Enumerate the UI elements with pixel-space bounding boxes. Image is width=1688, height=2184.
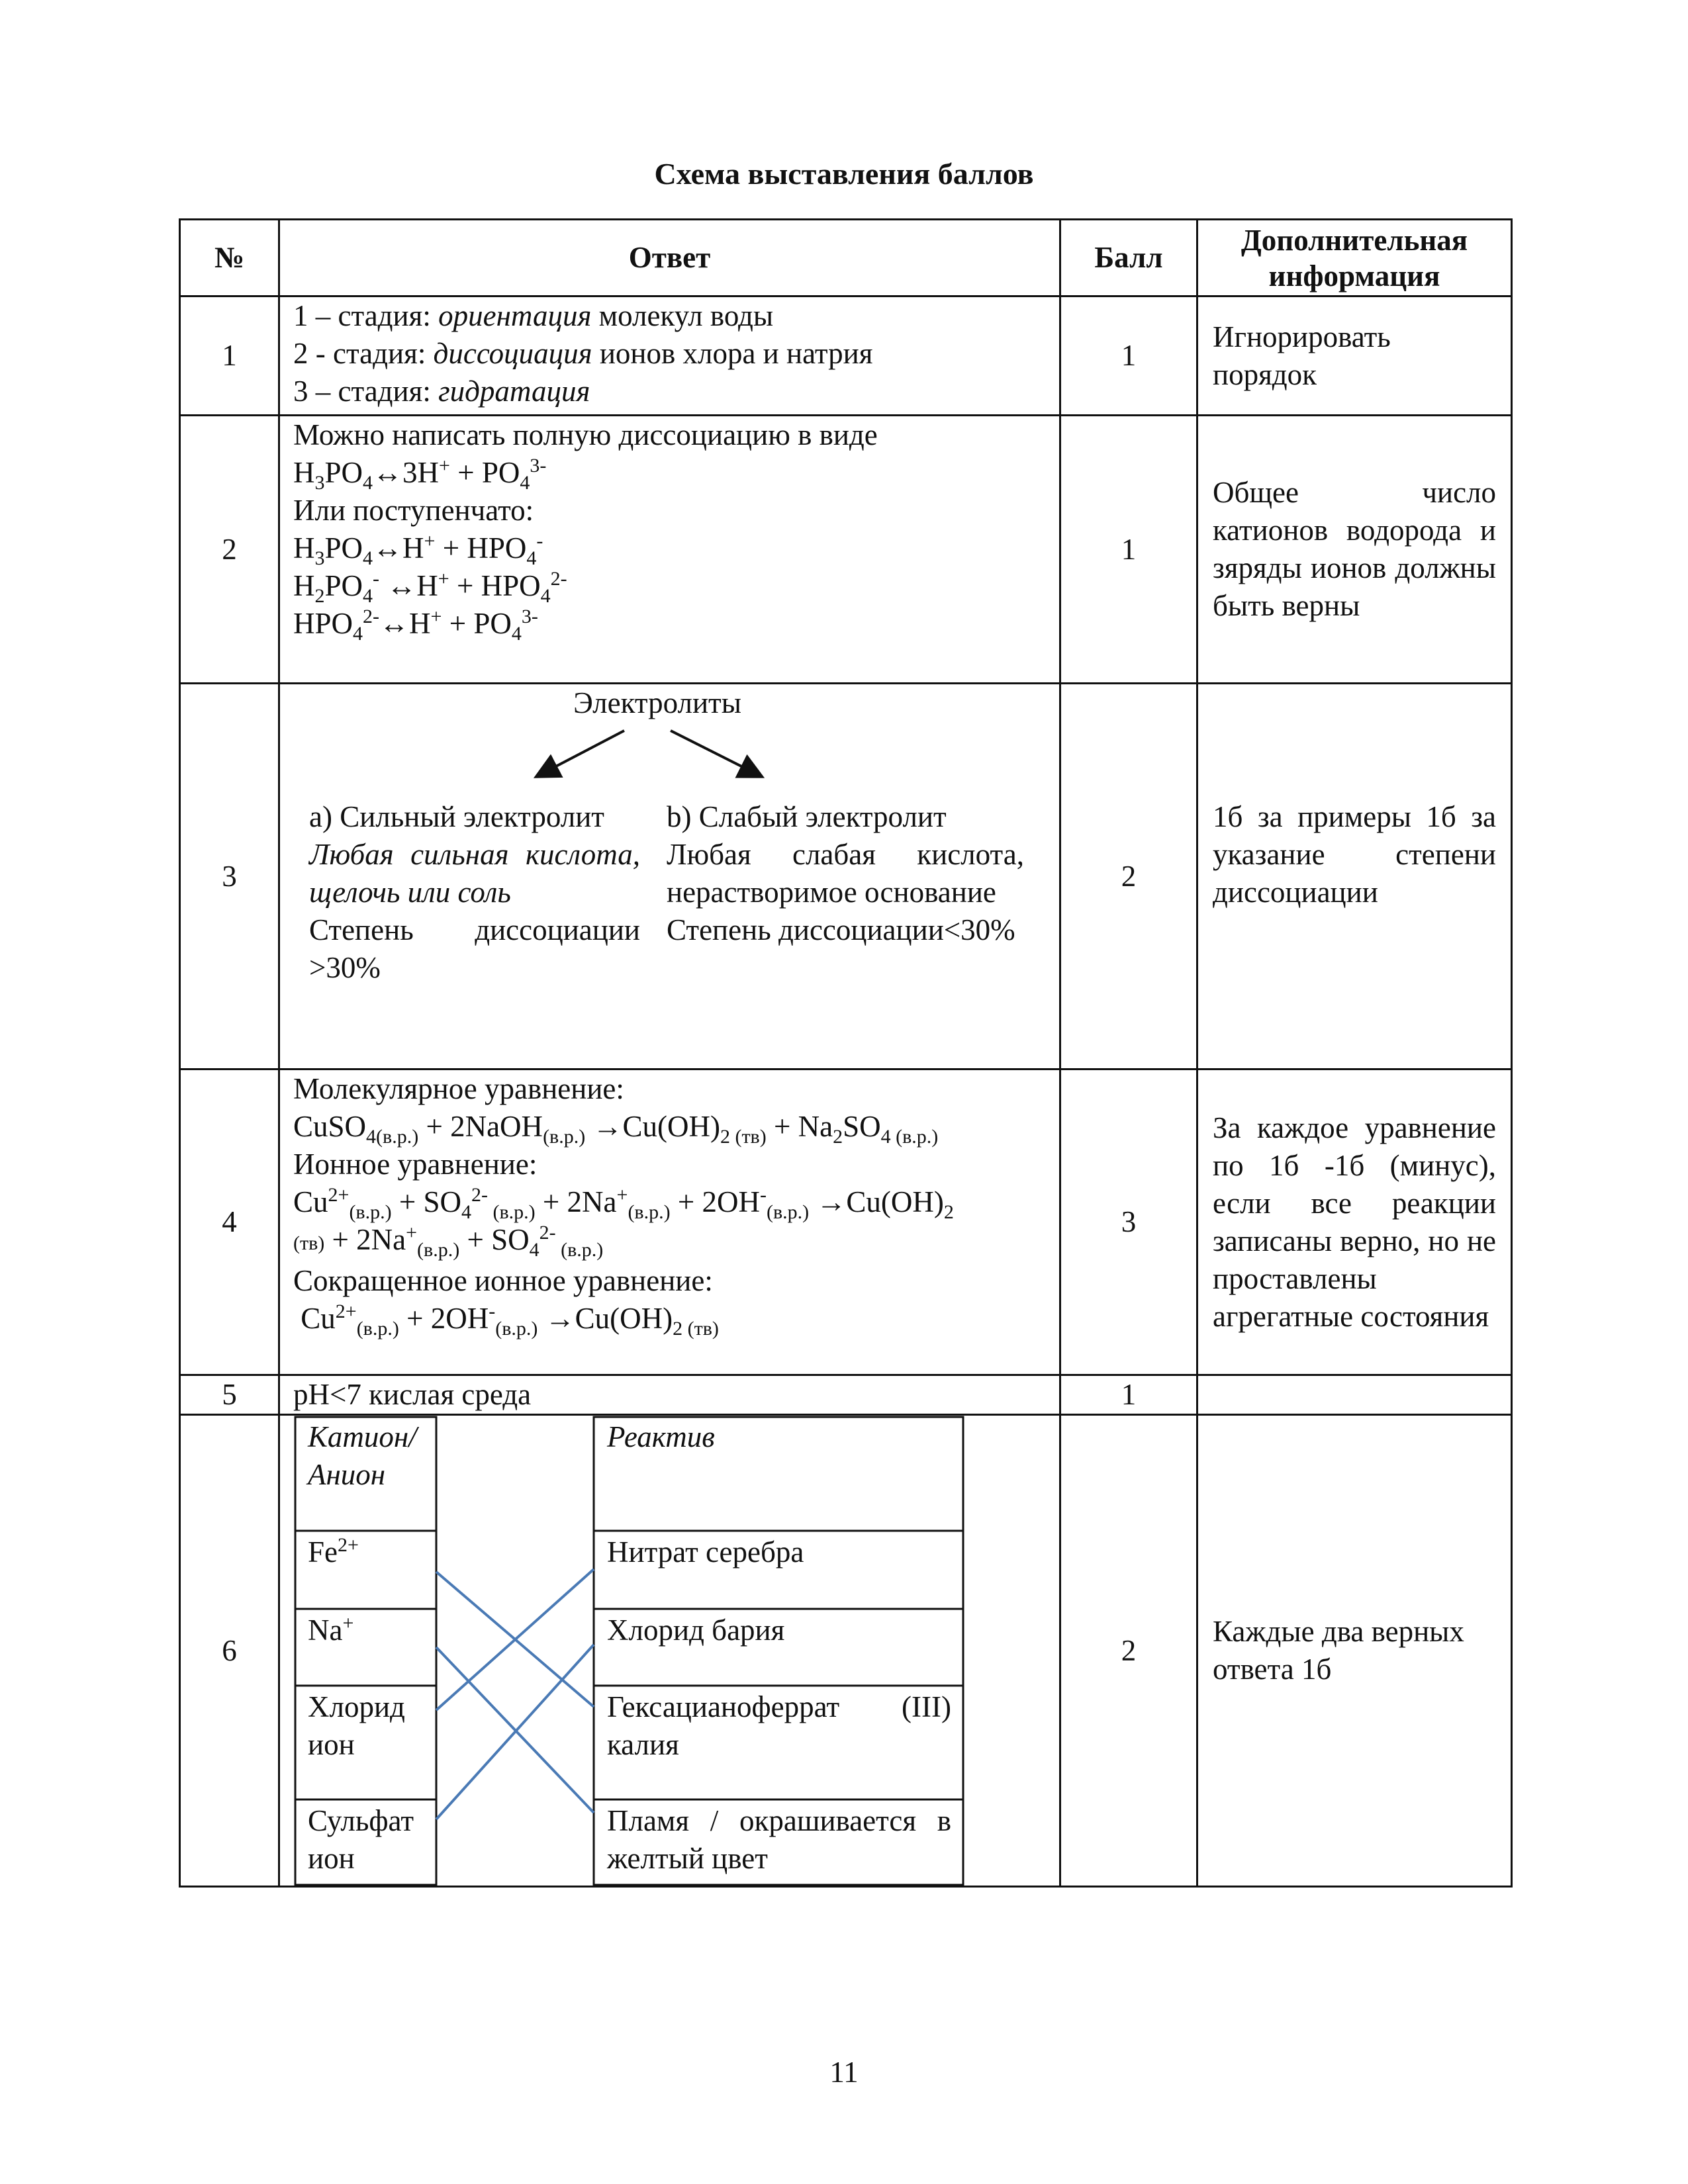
reagent-hexacyanoferrate: Гексацианоферрат (III) калия bbox=[607, 1690, 951, 1761]
equation: $Cu^{2+}_{(в.р.)} + SO_4^{2-}$ $_{(в.р.)} + 2Na^+_{(в.р.)} + 2OH^-_{(в.р.)} \to Cu(OH)_2$ bbox=[293, 1184, 954, 1223]
equation: $H_3PO_4\leftrightarrow 3H^+ + PO_4^{3-}$ bbox=[293, 455, 547, 494]
equation: $Cu^{2+}_{(в.р.)} + 2OH^-_{(в.р.)} \to Cu(OH)_{2 (тв)}$ bbox=[293, 1300, 719, 1340]
info-cell: 1б за примеры 1б за указание степени диссоциации bbox=[1197, 684, 1512, 1069]
score-cell: 2 bbox=[1060, 684, 1197, 1069]
row-number: 4 bbox=[180, 1069, 279, 1375]
table-row bbox=[180, 1415, 1512, 1887]
info-cell: Каждые два верных ответа 1б bbox=[1197, 1415, 1512, 1887]
answer-cell: pH<7 кислая среда bbox=[279, 1375, 1060, 1415]
score-cell: 1 bbox=[1060, 416, 1197, 684]
answer-cell bbox=[279, 684, 1060, 1069]
equation: $HPO_4^{2-}\leftrightarrow H^+ + PO_4^{3-}$ bbox=[293, 606, 538, 645]
answer-line: Или поступенчато: bbox=[293, 494, 534, 527]
info-cell: Общее число катионов водорода и зяряды ионов должны быть верны bbox=[1197, 416, 1512, 684]
page-number: 11 bbox=[829, 2056, 859, 2089]
table-row bbox=[180, 1069, 1512, 1375]
weak-electrolyte-degree: Степень диссоциации<30% bbox=[667, 913, 1015, 946]
answer-line: Ионное уравнение: bbox=[293, 1148, 538, 1181]
table-row bbox=[180, 1375, 1512, 1415]
answer-line: 2 - стадия: диссоциация ионов хлора и натрия bbox=[293, 337, 873, 370]
table-row bbox=[180, 416, 1512, 684]
weak-electrolyte-block bbox=[667, 798, 1024, 949]
right-header: Реактив bbox=[607, 1420, 715, 1453]
strong-electrolyte-example: Любая сильная кислота, щелочь или соль bbox=[309, 838, 640, 909]
strong-electrolyte-heading: a) Сильный электролит bbox=[309, 800, 604, 833]
score-cell: 1 bbox=[1060, 1375, 1197, 1415]
answer-cell bbox=[279, 416, 1060, 684]
equation: $H_2PO_4^-$ ↔H+ + $HPO_4^{2-}$ bbox=[293, 568, 567, 607]
header-row bbox=[180, 220, 1512, 296]
strong-electrolyte-degree: Степень диссоциации >30% bbox=[309, 913, 640, 984]
row-number: 5 bbox=[180, 1375, 279, 1415]
strong-electrolyte-block bbox=[309, 798, 640, 987]
reagent-flame: Пламя / окрашивается в желтый цвет bbox=[607, 1804, 951, 1875]
matching-diagram bbox=[280, 1416, 1059, 1886]
anion-chloride: Хлорид ион bbox=[308, 1690, 405, 1761]
table-row bbox=[180, 684, 1512, 1069]
header-score: Балл bbox=[1060, 220, 1197, 296]
answer-line: 3 – стадия: гидратация bbox=[293, 375, 590, 408]
equation: $(тв) + 2Na^+_{(в.р.)} + SO_4^{2-}$ $_{(в.р.)}$ bbox=[293, 1222, 604, 1261]
score-cell: 2 bbox=[1060, 1415, 1197, 1887]
equation: $H_3PO_4\leftrightarrow H^+ + HPO_4^-$ bbox=[293, 530, 543, 569]
info-cell bbox=[1197, 1375, 1512, 1415]
weak-electrolyte-example: Любая слабая кислота, нерастворимое основание bbox=[667, 838, 1024, 909]
cation-fe: $Fe^{2+}$ bbox=[308, 1534, 359, 1569]
header-num: № bbox=[180, 220, 279, 296]
answer-line: Сокращенное ионное уравнение: bbox=[293, 1264, 713, 1297]
reagent-silver-nitrate: Нитрат серебра bbox=[607, 1535, 804, 1569]
info-cell: Игнорировать порядок bbox=[1197, 296, 1512, 416]
score-cell: 3 bbox=[1060, 1069, 1197, 1375]
scoring-table bbox=[179, 218, 1513, 1888]
table-row bbox=[180, 296, 1512, 416]
branch-arrows bbox=[505, 724, 783, 790]
row-number: 2 bbox=[180, 416, 279, 684]
header-info-line1: Дополнительная bbox=[1241, 223, 1468, 257]
row-number: 1 bbox=[180, 296, 279, 416]
cation-na: Na+ bbox=[308, 1612, 354, 1647]
equation: CuSO$_{4(в.р.)}$ + 2NaOH$_{(в.р.)}$ $\to Cu(OH)_{2 (тв)} + Na_2SO_{4 (в.р.)}$ bbox=[293, 1110, 939, 1148]
answer-cell bbox=[279, 296, 1060, 416]
weak-electrolyte-heading: b) Слабый электролит bbox=[667, 800, 947, 833]
reagent-barium-chloride: Хлорид бария bbox=[607, 1614, 785, 1647]
answer-cell bbox=[279, 1069, 1060, 1375]
anion-sulfate: Сульфат ион bbox=[308, 1804, 414, 1875]
left-header: Катион/Анион bbox=[308, 1420, 417, 1491]
page-title: Схема выставления баллов bbox=[654, 157, 1034, 191]
answer-line: Можно написать полную диссоциацию в виде bbox=[293, 418, 878, 451]
diagram-root-label: Электролиты bbox=[573, 686, 741, 719]
match-line-chloride-to-silver-nitrate bbox=[436, 1569, 594, 1710]
answer-cell bbox=[279, 1415, 1060, 1887]
row-number: 6 bbox=[180, 1415, 279, 1887]
score-cell: 1 bbox=[1060, 296, 1197, 416]
info-cell: За каждое уравнение по 1б -1б (минус), если все реакции записаны верно, но не проставлены агрегатные состояния bbox=[1197, 1069, 1512, 1375]
header-info bbox=[1197, 220, 1512, 296]
answer-line: 1 – стадия: ориентация молекул воды bbox=[293, 299, 774, 332]
row-number: 3 bbox=[180, 684, 279, 1069]
header-answer: Ответ bbox=[279, 220, 1060, 296]
answer-line: Молекулярное уравнение: bbox=[293, 1072, 624, 1105]
header-info-line2: информация bbox=[1268, 259, 1440, 293]
